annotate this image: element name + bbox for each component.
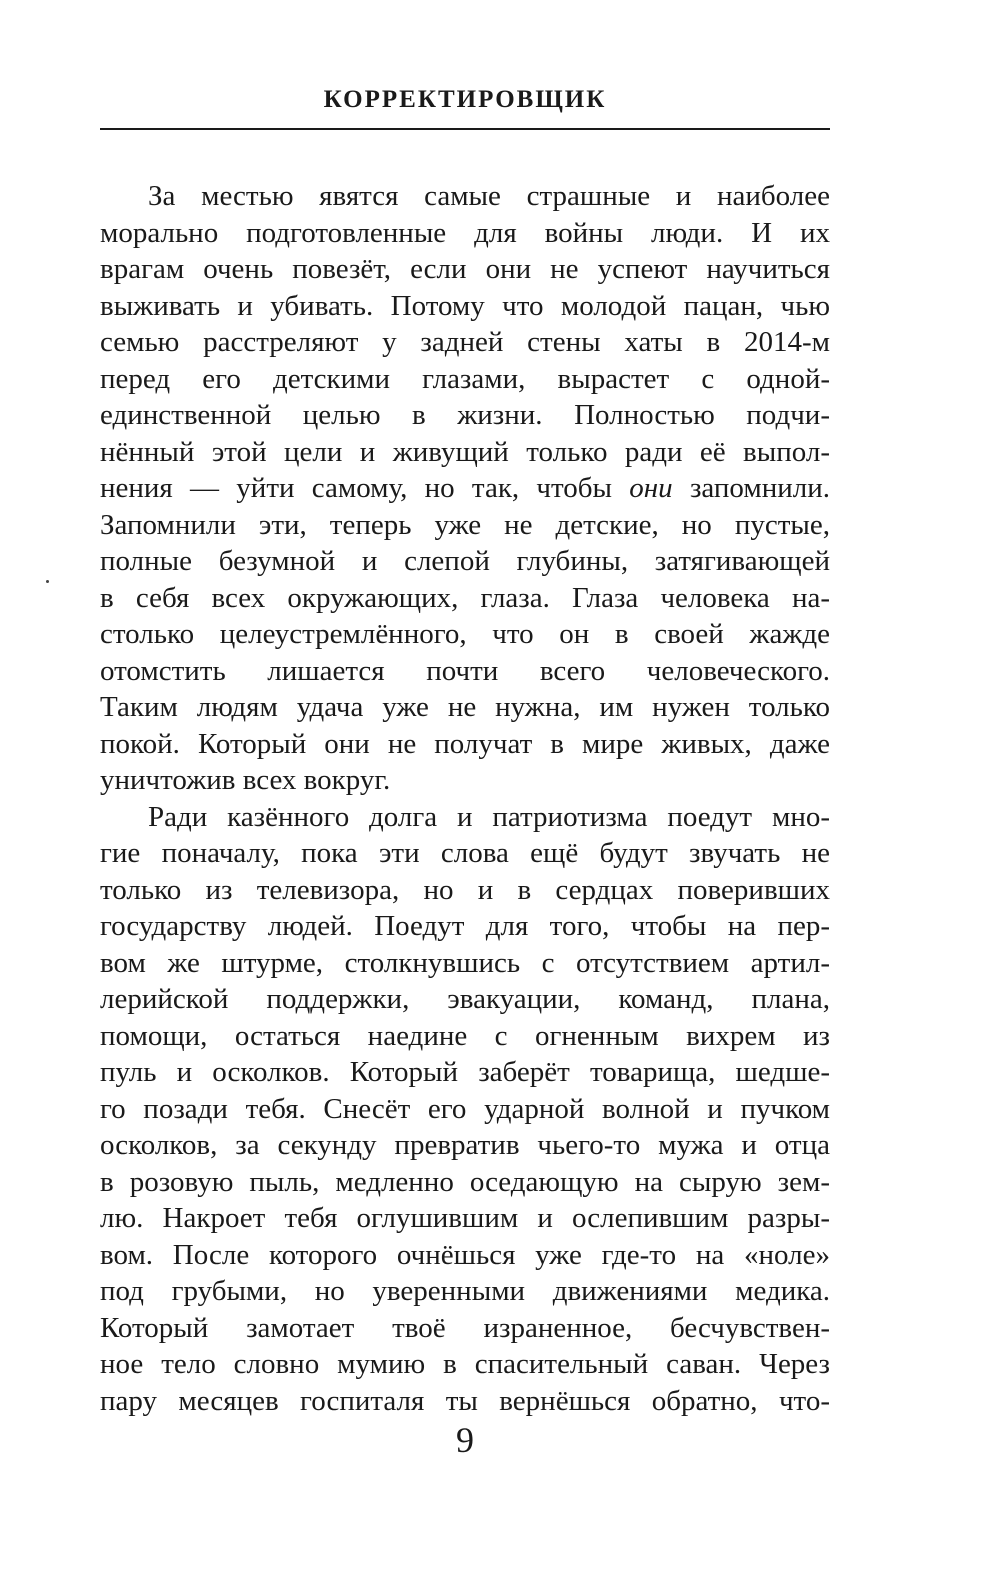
text-line: Запомнили эти, теперь уже не детские, но пустые, (100, 508, 830, 541)
text-line: За местью явятся самые страшные и наиболее (148, 180, 830, 212)
text-line-with-italic (100, 470, 830, 507)
text-line: столько целеустремлённого, что он в своей жажде (100, 618, 830, 650)
scan-speck (46, 580, 49, 583)
text-line: врагам очень повезёт, если они не успеют научиться (100, 253, 830, 285)
text-line: нённый этой цели и живущий только ради её выпол- (100, 435, 830, 468)
body-text (100, 178, 830, 1419)
text-line: лерийской поддержки, эвакуации, команд, плана, (100, 983, 830, 1015)
text-line: пару месяцев госпиталя ты вернёшься обратно, что- (100, 1384, 830, 1417)
text-line: вом. После которого очнёшься уже где-то на «ноле» (100, 1238, 830, 1271)
text-line: гие поначалу, пока эти слова ещё будут звучать не (100, 837, 830, 869)
text-line: под грубыми, но уверенными движениями медика. (100, 1275, 830, 1307)
text-line: Который замотает твоё израненное, бесчувствен- (100, 1311, 830, 1344)
text-line: полные безумной и слепой глубины, затягивающей (100, 545, 830, 577)
text-line: государству людей. Поедут для того, чтобы на пер- (100, 910, 830, 942)
text-line: помощи, остаться наедине с огненным вихрем из (100, 1019, 830, 1052)
text-line: вом же штурме, столкнувшись с отсутствием артил- (100, 946, 830, 979)
text-line: перед его детскими глазами, вырастет с одной- (100, 362, 830, 395)
text-line: выживать и убивать. Потому что молодой пацан, чью (100, 289, 830, 322)
text-line: отомстить лишается почти всего человеческого. (100, 654, 830, 687)
text-line: в себя всех окружающих, глаза. Глаза человека на- (100, 581, 830, 614)
text-line: только из телевизора, но и в сердцах поверивших (100, 873, 830, 906)
text-line: уничтожив всех вокруг. (100, 764, 391, 796)
text-line: пуль и осколков. Который заберёт товарища, шедше- (100, 1056, 830, 1088)
text-segment: нения — уйти самому, но так, чтобы (100, 472, 630, 504)
text-line: покой. Который они не получат в мире живых, даже (100, 727, 830, 760)
header-rule (100, 128, 830, 130)
text-line: семью расстреляют у задней стены хаты в 2014-м (100, 326, 830, 358)
text-line: Ради казённого долга и патриотизма поедут мно- (148, 800, 830, 833)
text-line: в розовую пыль, медленно оседающую на сырую зем- (100, 1165, 830, 1198)
text-line: лю. Накроет тебя оглушившим и ослепившим разры- (100, 1202, 830, 1234)
text-segment: запомнили. (672, 472, 830, 504)
text-line: единственной целью в жизни. Полностью подчи- (100, 399, 830, 431)
text-line: осколков, за секунду превратив чьего-то мужа и отца (100, 1129, 830, 1161)
page-number: 9 (456, 1420, 474, 1460)
running-title: КОРРЕКТИРОВЩИК (323, 86, 607, 113)
text-line: морально подготовленные для войны люди. И их (100, 216, 830, 249)
text-line: ное тело словно мумию в спасительный саван. Через (100, 1348, 830, 1380)
italic-word: они (629, 472, 673, 504)
text-line: го позади тебя. Снесёт его ударной волной и пучком (100, 1092, 830, 1125)
text-line: Таким людям удача уже не нужна, им нужен только (100, 691, 830, 723)
